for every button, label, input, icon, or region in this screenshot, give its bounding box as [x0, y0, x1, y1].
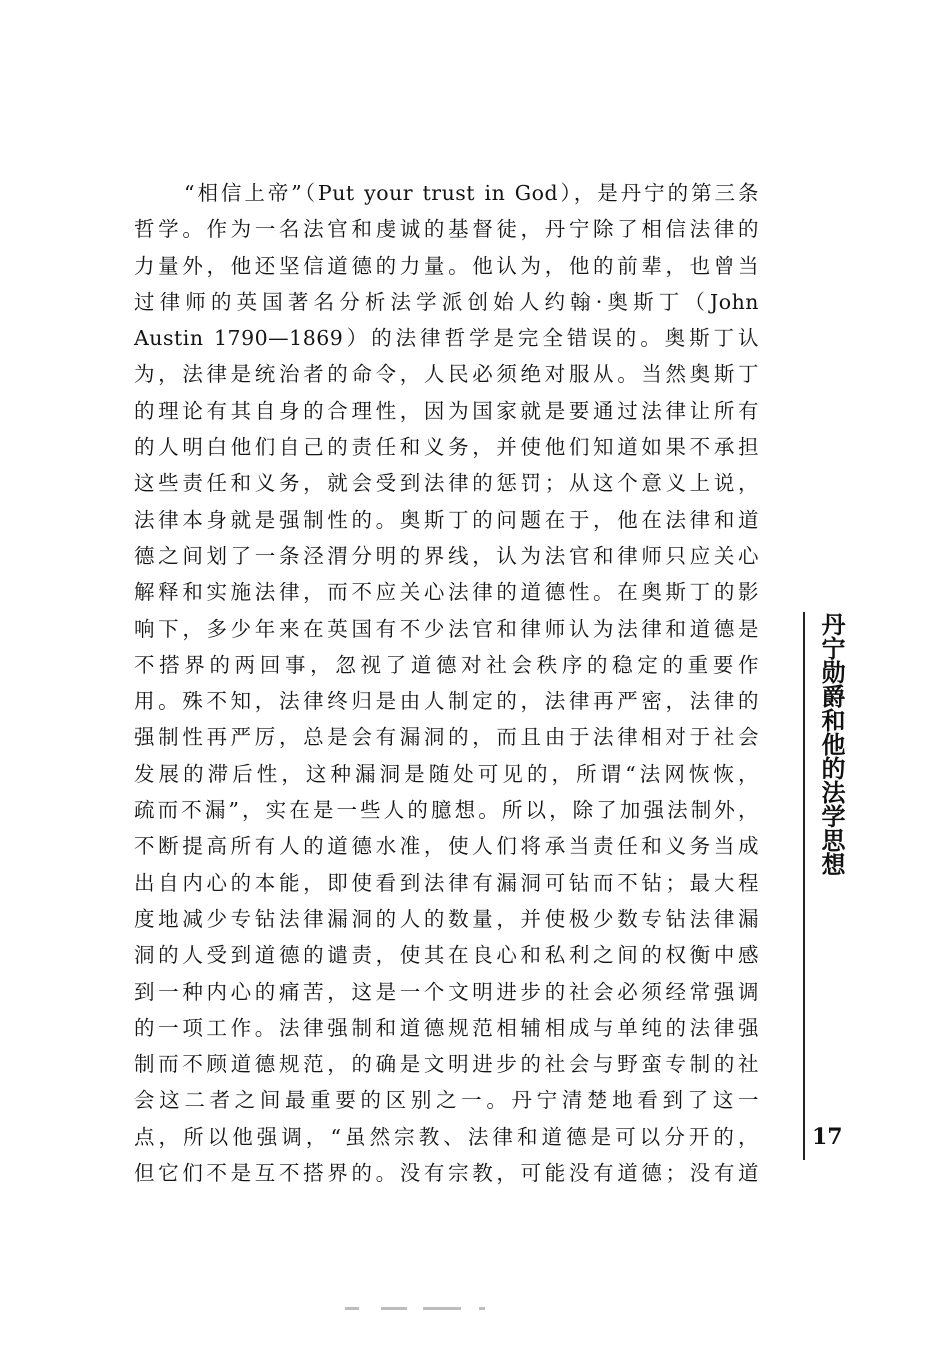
- text-line: 的人明白他们自己的责任和义务，并使他们知道如果不承担: [134, 435, 759, 460]
- text-line: 过律师的英国著名分析法学派创始人约翰·奥斯丁（John: [134, 289, 759, 314]
- text-line: 度地减少专钻法律漏洞的人的数量，并使极少数专钻法律漏: [134, 906, 759, 931]
- text-line: 疏而不漏”，实在是一些人的臆想。所以，除了加强法制外，: [134, 798, 759, 823]
- text-line: Austin 1790—1869）的法律哲学是完全错误的。奥斯丁认: [134, 326, 759, 351]
- text-line: 的一项工作。法律强制和道德规范相辅相成与单纯的法律强: [134, 1015, 759, 1040]
- text-line: 为，法律是统治者的命令，人民必须绝对服从。当然奥斯丁: [134, 362, 759, 387]
- text-line: 洞的人受到道德的谴责，使其在良心和私利之间的权衡中感: [134, 943, 759, 968]
- running-chapter-title: 丹宁勋爵和他的法学思想: [817, 612, 845, 876]
- margin-divider: [803, 612, 805, 1160]
- body-paragraph: [134, 175, 759, 1191]
- text-line: 法律本身就是强制性的。奥斯丁的问题在于，他在法律和道: [134, 507, 759, 532]
- text-line: “相信上帝”（Put your trust in God），是丹宁的第三条: [184, 181, 759, 205]
- text-line: 强制性再严厉，总是会有漏洞的，而且由于法律相对于社会: [134, 725, 759, 750]
- text-line: 用。殊不知，法律终归是由人制定的，法律再严密，法律的: [134, 689, 759, 714]
- text-line: 这些责任和义务，就会受到法律的惩罚；从这个意义上说，: [134, 471, 759, 496]
- text-line: 响下，多少年来在英国有不少法官和律师认为法律和道德是: [134, 616, 759, 641]
- scan-mark: [479, 1307, 485, 1310]
- text-line: 德之间划了一条泾渭分明的界线，认为法官和律师只应关心: [134, 543, 759, 568]
- text-line: 点，所以他强调，“虽然宗教、法律和道德是可以分开的，: [134, 1124, 759, 1149]
- scan-mark: [345, 1307, 359, 1310]
- text-line: 不断提高所有人的道德水准，使人们将承当责任和义务当成: [134, 834, 759, 859]
- text-line: 解释和实施法律，而不应关心法律的道德性。在奥斯丁的影: [134, 580, 759, 605]
- text-line: 出自内心的本能，即使看到法律有漏洞可钻而不钻；最大程: [134, 870, 759, 895]
- text-line: 的理论有其自身的合理性，因为国家就是要通过法律让所有: [134, 398, 759, 423]
- scan-mark: [381, 1307, 407, 1310]
- text-line: 力量外，他还坚信道德的力量。他认为，他的前辈，也曾当: [134, 253, 759, 278]
- text-line: 哲学。作为一名法官和虔诚的基督徒，丹宁除了相信法律的: [134, 217, 759, 242]
- text-line: 到一种内心的痛苦，这是一个文明进步的社会必须经常强调: [134, 979, 759, 1004]
- scan-artifact-marks: [345, 1303, 495, 1313]
- text-line: 制而不顾道德规范，的确是文明进步的社会与野蛮专制的社: [134, 1052, 759, 1077]
- text-line: 不搭界的两回事，忽视了道德对社会秩序的稳定的重要作: [134, 652, 759, 677]
- text-line: 发展的滞后性，这种漏洞是随处可见的，所谓“法网恢恢，: [134, 761, 759, 786]
- scan-mark: [423, 1307, 461, 1310]
- page-number: 17: [812, 1124, 843, 1150]
- text-line: 会这二者之间最重要的区别之一。丹宁清楚地看到了这一: [134, 1088, 759, 1113]
- text-line: 但它们不是互不搭界的。没有宗教，可能没有道德；没有道: [134, 1161, 759, 1186]
